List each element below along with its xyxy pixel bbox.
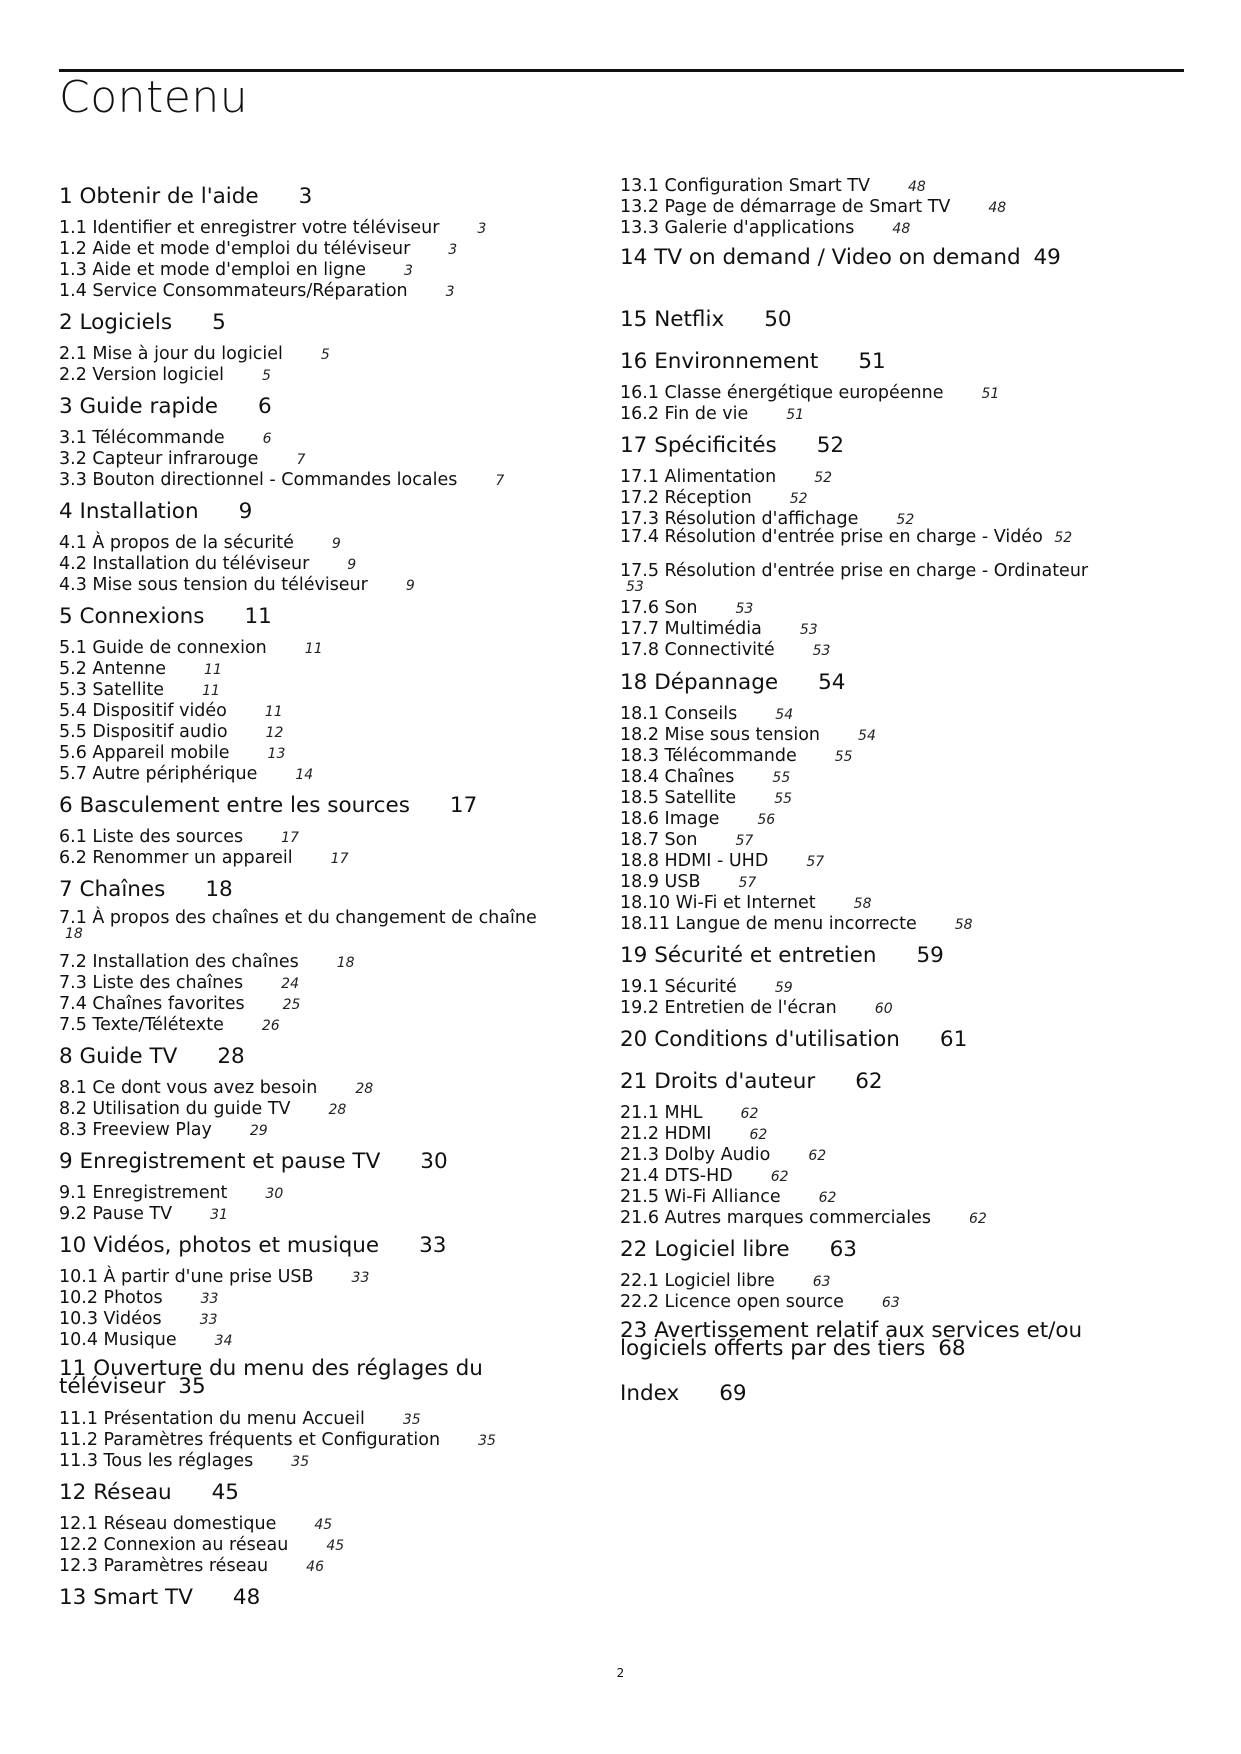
toc-label: 21 Droits d'auteur (620, 1069, 816, 1094)
toc-page-number: 62 (749, 1127, 768, 1143)
toc-page-number: 17 (449, 793, 478, 818)
toc-page-number: 57 (735, 833, 754, 849)
toc-label: 18.9 USB (620, 872, 701, 892)
toc-page-number: 54 (775, 707, 794, 723)
toc-label: 22.2 Licence open source (620, 1292, 844, 1312)
toc-label: 17 Spécificités (620, 433, 777, 458)
toc-page-number: 62 (770, 1169, 789, 1185)
toc-page-number: 61 (939, 1027, 968, 1052)
toc-page-number: 62 (968, 1211, 987, 1227)
toc-page-number: 9 (347, 557, 357, 573)
toc-section[interactable] (620, 746, 853, 767)
toc-chapter[interactable] (620, 245, 1090, 270)
toc-label: 17.6 Son (620, 598, 698, 618)
toc-label: 18.3 Télécommande (620, 746, 797, 766)
toc-label: 8 Guide TV (59, 1044, 178, 1069)
toc-section[interactable] (59, 994, 300, 1015)
toc-label: 10.3 Vidéos (59, 1309, 162, 1329)
toc-label: 10.4 Musique (59, 1330, 177, 1350)
toc-label: 7.1 À propos des chaînes et du changement de chaîne (59, 908, 537, 928)
toc-section[interactable] (620, 1124, 767, 1145)
toc-page-number: 9 (238, 499, 253, 524)
toc-label: 2.1 Mise à jour du logiciel (59, 344, 283, 364)
toc-page-number: 3 (477, 221, 487, 237)
toc-page-number: 51 (786, 407, 805, 423)
toc-label: 10 Vidéos, photos et musique (59, 1233, 380, 1258)
toc-section[interactable] (59, 1099, 346, 1120)
toc-label: 21.2 HDMI (620, 1124, 712, 1144)
toc-section[interactable] (620, 1166, 789, 1187)
toc-label: 10.1 À partir d'une prise USB (59, 1267, 314, 1287)
toc-page-number: 13 (267, 746, 286, 762)
toc-section[interactable] (620, 872, 756, 893)
toc-page-number: 3 (448, 242, 458, 258)
toc-label: 18.10 Wi-Fi et Internet (620, 893, 816, 913)
toc-page-number: 52 (814, 470, 833, 486)
toc-label: 17.3 Résolution d'affichage (620, 509, 859, 529)
toc-label: 5.4 Dispositif vidéo (59, 701, 227, 721)
toc-page-number: 53 (626, 579, 644, 595)
toc-label: 5.6 Appareil mobile (59, 743, 230, 763)
toc-page-number: 29 (249, 1123, 268, 1139)
toc-label: 20 Conditions d'utilisation (620, 1027, 900, 1052)
toc-label: 6 Basculement entre les sources (59, 793, 410, 818)
toc-section[interactable] (59, 1430, 496, 1451)
toc-section[interactable] (59, 575, 415, 596)
toc-chapter[interactable] (59, 878, 233, 902)
toc-page-number: 26 (261, 1018, 280, 1034)
toc-label: 13 Smart TV (59, 1585, 193, 1610)
toc-label: 18.7 Son (620, 830, 698, 850)
toc-label: 18.8 HDMI - UHD (620, 851, 769, 871)
toc-chapter[interactable] (620, 434, 844, 458)
toc-section[interactable] (620, 561, 1090, 595)
toc-page-number: 48 (232, 1585, 261, 1610)
toc-label: 10.2 Photos (59, 1288, 163, 1308)
toc-page-number: 6 (258, 394, 272, 419)
toc-page-number: 63 (812, 1274, 831, 1290)
toc-section[interactable] (59, 428, 272, 449)
toc-page-number: 3 (445, 284, 455, 300)
toc-page-number: 11 (202, 683, 220, 699)
toc-label: 2 Logiciels (59, 310, 173, 335)
toc-page-number: 11 (264, 704, 283, 720)
page-title: Contenu (59, 72, 249, 123)
toc-label: 1.1 Identifier et enregistrer votre téléviseur (59, 218, 440, 238)
toc-label: 9.1 Enregistrement (59, 1183, 228, 1203)
toc-page-number: 53 (812, 643, 831, 659)
toc-label: 8.2 Utilisation du guide TV (59, 1099, 291, 1119)
toc-page-number: 5 (261, 368, 271, 384)
toc-page-number: 9 (405, 578, 415, 594)
toc-section[interactable] (620, 598, 753, 619)
toc-page-number: 52 (816, 433, 845, 458)
toc-page-number: 24 (281, 976, 299, 992)
toc-page-number: 35 (178, 1374, 206, 1399)
toc-page-number: 45 (326, 1538, 345, 1554)
toc-page-number: 48 (988, 200, 1007, 216)
toc-page-number: 3 (404, 263, 413, 279)
toc-section[interactable] (59, 973, 299, 994)
toc-section[interactable] (59, 680, 220, 701)
toc-section[interactable] (59, 554, 356, 575)
toc-page-number: 33 (200, 1291, 219, 1307)
toc-page-number: 5 (212, 310, 226, 335)
toc-label: 21.6 Autres marques commerciales (620, 1208, 931, 1228)
toc-label: 4 Installation (59, 499, 199, 524)
toc-chapter[interactable] (59, 185, 312, 209)
toc-page-number: 55 (834, 749, 853, 765)
toc-section[interactable] (59, 743, 285, 764)
toc-label: 11.1 Présentation du menu Accueil (59, 1409, 365, 1429)
toc-label: 17.8 Connectivité (620, 640, 775, 660)
toc-page-number: 63 (829, 1237, 857, 1262)
toc-chapter[interactable] (620, 350, 886, 374)
toc-label: 1 Obtenir de l'aide (59, 184, 259, 209)
toc-section[interactable] (59, 1204, 228, 1225)
toc-label: 17.2 Réception (620, 488, 752, 508)
toc-label: 9 Enregistrement et pause TV (59, 1149, 381, 1174)
toc-label: 1.4 Service Consommateurs/Réparation (59, 281, 408, 301)
toc-label: 7.5 Texte/Télétexte (59, 1015, 224, 1035)
toc-section[interactable] (59, 344, 330, 365)
toc-section[interactable] (620, 467, 832, 488)
toc-page-number: 45 (314, 1517, 333, 1533)
toc-page-number: 5 (320, 347, 330, 363)
toc-section[interactable] (620, 914, 973, 935)
toc-chapter[interactable] (620, 1238, 857, 1262)
toc-chapter[interactable] (620, 1382, 747, 1406)
toc-page-number: 58 (954, 917, 973, 933)
toc-page-number: 53 (799, 622, 818, 638)
toc-page-number: 6 (262, 431, 272, 447)
toc-section[interactable] (620, 1187, 836, 1208)
toc-page-number: 14 (295, 767, 314, 783)
toc-section[interactable] (59, 1451, 309, 1472)
toc-label: 18 Dépannage (620, 670, 779, 695)
toc-page-number: 18 (336, 955, 355, 971)
toc-label: 13.1 Configuration Smart TV (620, 176, 870, 196)
toc-chapter[interactable] (59, 794, 477, 818)
toc-page-number: 18 (205, 877, 233, 902)
toc-page-number: 7 (495, 473, 505, 489)
toc-page-number: 69 (719, 1381, 747, 1406)
toc-label: 22 Logiciel libre (620, 1237, 790, 1262)
toc-page-number: 50 (764, 307, 792, 332)
toc-page-number: 49 (1033, 245, 1061, 270)
toc-section[interactable] (59, 239, 457, 260)
toc-section[interactable] (620, 893, 871, 914)
toc-section[interactable] (59, 764, 313, 785)
toc-label: 11.2 Paramètres fréquents et Configuration (59, 1430, 441, 1450)
toc-label: 11 Ouverture du menu des réglages du téléviseur (59, 1356, 483, 1399)
toc-chapter[interactable] (59, 311, 226, 335)
toc-section[interactable] (59, 1514, 332, 1535)
toc-section[interactable] (620, 527, 1090, 547)
toc-section[interactable] (620, 619, 818, 640)
page-number: 2 (616, 1666, 625, 1680)
toc-section[interactable] (620, 725, 876, 746)
toc-label: 3 Guide rapide (59, 394, 218, 419)
toc-label: 1.2 Aide et mode d'emploi du téléviseur (59, 239, 411, 259)
toc-page-number: 62 (740, 1106, 759, 1122)
toc-label: 6.1 Liste des sources (59, 827, 244, 847)
toc-page-number: 33 (199, 1312, 218, 1328)
toc-page-number: 51 (858, 349, 886, 374)
toc-page-number: 34 (214, 1333, 233, 1349)
toc-chapter[interactable] (620, 308, 792, 332)
toc-page-number: 54 (858, 728, 876, 744)
toc-page-number: 11 (304, 641, 323, 657)
toc-section[interactable] (59, 908, 549, 942)
toc-label: 9.2 Pause TV (59, 1204, 173, 1224)
toc-page-number: 35 (402, 1412, 421, 1428)
toc-page-number: 55 (774, 791, 793, 807)
toc-section[interactable] (59, 1309, 218, 1330)
toc-chapter[interactable] (59, 1586, 260, 1610)
toc-section[interactable] (59, 952, 355, 973)
toc-section[interactable] (620, 851, 824, 872)
toc-label: 7.4 Chaînes favorites (59, 994, 245, 1014)
toc-page-number: 17 (281, 830, 299, 846)
toc-label: 2.2 Version logiciel (59, 365, 224, 385)
toc-label: 12.3 Paramètres réseau (59, 1556, 269, 1576)
toc-label: 21.4 DTS-HD (620, 1166, 733, 1186)
toc-section[interactable] (620, 1292, 900, 1313)
toc-section[interactable] (620, 383, 999, 404)
toc-label: 18.2 Mise sous tension (620, 725, 821, 745)
toc-page-number: 62 (808, 1148, 827, 1164)
toc-label: 14 TV on demand / Video on demand (620, 245, 1021, 270)
toc-page-number: 63 (881, 1295, 900, 1311)
toc-label: 22.1 Logiciel libre (620, 1271, 775, 1291)
toc-section[interactable] (620, 404, 804, 425)
toc-section[interactable] (59, 365, 271, 386)
toc-section[interactable] (620, 218, 910, 239)
toc-section[interactable] (59, 1409, 421, 1430)
toc-label: 17.7 Multimédia (620, 619, 762, 639)
toc-section[interactable] (59, 701, 283, 722)
toc-label: 12 Réseau (59, 1480, 172, 1505)
toc-label: 19 Sécurité et entretien (620, 943, 877, 968)
toc-section[interactable] (620, 788, 792, 809)
toc-section[interactable] (59, 1183, 283, 1204)
toc-section[interactable] (59, 1535, 344, 1556)
toc-label: 5.2 Antenne (59, 659, 167, 679)
toc-chapter[interactable] (620, 1070, 883, 1094)
toc-section[interactable] (620, 488, 808, 509)
toc-section[interactable] (620, 767, 790, 788)
toc-section[interactable] (620, 1271, 831, 1292)
toc-section[interactable] (59, 1015, 280, 1036)
toc-page-number: 7 (296, 452, 306, 468)
toc-label: 18.6 Image (620, 809, 720, 829)
toc-section[interactable] (59, 848, 349, 869)
toc-chapter[interactable] (620, 1028, 967, 1052)
toc-label: 21.1 MHL (620, 1103, 703, 1123)
toc-page-number: 55 (772, 770, 791, 786)
toc-label: 16.2 Fin de vie (620, 404, 749, 424)
toc-page-number: 3 (298, 184, 313, 209)
toc-page-number: 30 (420, 1149, 448, 1174)
toc-section[interactable] (620, 977, 793, 998)
toc-label: 3.3 Bouton directionnel - Commandes locales (59, 470, 458, 490)
toc-label: 17.4 Résolution d'entrée prise en charge - Vidéo (620, 527, 1043, 547)
toc-label: 8.1 Ce dont vous avez besoin (59, 1078, 318, 1098)
toc-label: 4.1 À propos de la sécurité (59, 533, 294, 553)
toc-label: 5.7 Autre périphérique (59, 764, 258, 784)
toc-section[interactable] (59, 722, 283, 743)
toc-section[interactable] (59, 218, 486, 239)
toc-label: 5.3 Satellite (59, 680, 165, 700)
toc-page-number: 48 (907, 179, 926, 195)
toc-page-number: 33 (351, 1270, 370, 1286)
toc-label: 16 Environnement (620, 349, 819, 374)
toc-label: 23 Avertissement relatif aux services et/ou logiciels offerts par des tiers (620, 1318, 1083, 1361)
toc-label: 18.5 Satellite (620, 788, 737, 808)
toc-page-number: 60 (874, 1001, 893, 1017)
toc-label: Index (620, 1381, 680, 1406)
toc-section[interactable] (620, 640, 830, 661)
toc-section[interactable] (620, 1145, 826, 1166)
toc-label: 5.1 Guide de connexion (59, 638, 267, 658)
toc-section[interactable] (59, 260, 413, 281)
toc-section[interactable] (59, 470, 504, 491)
toc-chapter[interactable] (59, 1481, 239, 1505)
toc-page-number: 35 (291, 1454, 310, 1470)
toc-page-number: 31 (210, 1207, 228, 1223)
toc-label: 7.2 Installation des chaînes (59, 952, 299, 972)
toc-page-number: 30 (265, 1186, 284, 1202)
toc-section[interactable] (620, 998, 893, 1019)
toc-label: 21.3 Dolby Audio (620, 1145, 771, 1165)
toc-page-number: 58 (853, 896, 872, 912)
toc-chapter[interactable] (59, 395, 272, 419)
toc-page-number: 62 (855, 1069, 883, 1094)
toc-page-number: 28 (217, 1044, 245, 1069)
toc-page-number: 25 (282, 997, 301, 1013)
toc-section[interactable] (59, 659, 222, 680)
toc-page-number: 11 (244, 604, 272, 629)
toc-page-number: 59 (916, 943, 944, 968)
toc-section[interactable] (59, 281, 455, 302)
toc-chapter[interactable] (620, 671, 845, 695)
toc-label: 13.2 Page de démarrage de Smart TV (620, 197, 951, 217)
toc-section[interactable] (620, 1103, 758, 1124)
toc-label: 1.3 Aide et mode d'emploi en ligne (59, 260, 366, 280)
toc-label: 13.3 Galerie d'applications (620, 218, 855, 238)
toc-page-number: 17 (330, 851, 349, 867)
toc-section[interactable] (620, 830, 753, 851)
toc-page-number: 48 (892, 221, 911, 237)
toc-page-number: 35 (478, 1433, 496, 1449)
toc-page-number: 11 (204, 662, 222, 678)
toc-label: 11.3 Tous les réglages (59, 1451, 254, 1471)
toc-chapter[interactable] (59, 500, 252, 524)
toc-chapter[interactable] (620, 944, 944, 968)
toc-label: 6.2 Renommer un appareil (59, 848, 293, 868)
toc-page-number: 56 (757, 812, 776, 828)
toc-section[interactable] (620, 176, 926, 197)
toc-page-number: 57 (738, 875, 757, 891)
toc-chapter[interactable] (59, 605, 272, 629)
toc-section[interactable] (59, 638, 323, 659)
toc-label: 19.2 Entretien de l'écran (620, 998, 837, 1018)
toc-label: 18.4 Chaînes (620, 767, 735, 787)
toc-label: 17.5 Résolution d'entrée prise en charge - Ordinateur (620, 561, 1089, 581)
toc-page-number: 46 (306, 1559, 324, 1575)
toc-section[interactable] (620, 1208, 987, 1229)
toc-label: 18.11 Langue de menu incorrecte (620, 914, 917, 934)
toc-page-number: 28 (328, 1102, 347, 1118)
toc-page-number: 12 (265, 725, 284, 741)
toc-page-number: 57 (806, 854, 825, 870)
toc-label: 5.5 Dispositif audio (59, 722, 228, 742)
toc-page-number: 52 (896, 512, 915, 528)
toc-page-number: 59 (774, 980, 793, 996)
toc-page-number: 54 (818, 670, 846, 695)
toc-label: 4.2 Installation du téléviseur (59, 554, 310, 574)
toc-label: 19.1 Sécurité (620, 977, 737, 997)
toc-section[interactable] (59, 1120, 268, 1141)
toc-page-number: 28 (355, 1081, 374, 1097)
toc-label: 21.5 Wi-Fi Alliance (620, 1187, 781, 1207)
toc-page-number: 68 (938, 1336, 966, 1361)
toc-chapter[interactable] (59, 1356, 549, 1399)
toc-label: 7.3 Liste des chaînes (59, 973, 244, 993)
toc-label: 4.3 Mise sous tension du téléviseur (59, 575, 368, 595)
toc-label: 7 Chaînes (59, 877, 166, 902)
toc-section[interactable] (59, 827, 299, 848)
toc-section[interactable] (59, 449, 305, 470)
toc-page-number: 51 (981, 386, 1000, 402)
toc-label: 15 Netflix (620, 307, 725, 332)
toc-page-number: 33 (419, 1233, 447, 1258)
toc-page-number: 62 (818, 1190, 837, 1206)
toc-page-number: 9 (331, 536, 341, 552)
toc-section[interactable] (59, 533, 341, 554)
toc-section[interactable] (59, 1288, 218, 1309)
toc-page-number: 52 (1054, 530, 1073, 546)
toc-page-number: 53 (735, 601, 754, 617)
toc-label: 12.1 Réseau domestique (59, 1514, 277, 1534)
toc-label: 16.1 Classe énergétique européenne (620, 383, 944, 403)
toc-section[interactable] (59, 1078, 373, 1099)
toc-page-number: 18 (65, 926, 83, 942)
toc-section[interactable] (620, 704, 793, 725)
toc-chapter[interactable] (59, 1150, 448, 1174)
toc-section[interactable] (620, 197, 1006, 218)
toc-label: 17.1 Alimentation (620, 467, 777, 487)
toc-section[interactable] (59, 1330, 233, 1351)
toc-label: 3.1 Télécommande (59, 428, 225, 448)
toc-label: 18.1 Conseils (620, 704, 738, 724)
toc-section[interactable] (59, 1267, 369, 1288)
toc-chapter[interactable] (59, 1234, 446, 1258)
toc-section[interactable] (59, 1556, 324, 1577)
toc-section[interactable] (620, 809, 775, 830)
toc-label: 3.2 Capteur infrarouge (59, 449, 259, 469)
toc-chapter[interactable] (620, 1318, 1090, 1361)
toc-chapter[interactable] (59, 1045, 245, 1069)
toc-page-number: 52 (789, 491, 808, 507)
toc-label: 5 Connexions (59, 604, 205, 629)
toc-label: 8.3 Freeview Play (59, 1120, 212, 1140)
toc-page-number: 45 (211, 1480, 239, 1505)
toc-label: 12.2 Connexion au réseau (59, 1535, 289, 1555)
